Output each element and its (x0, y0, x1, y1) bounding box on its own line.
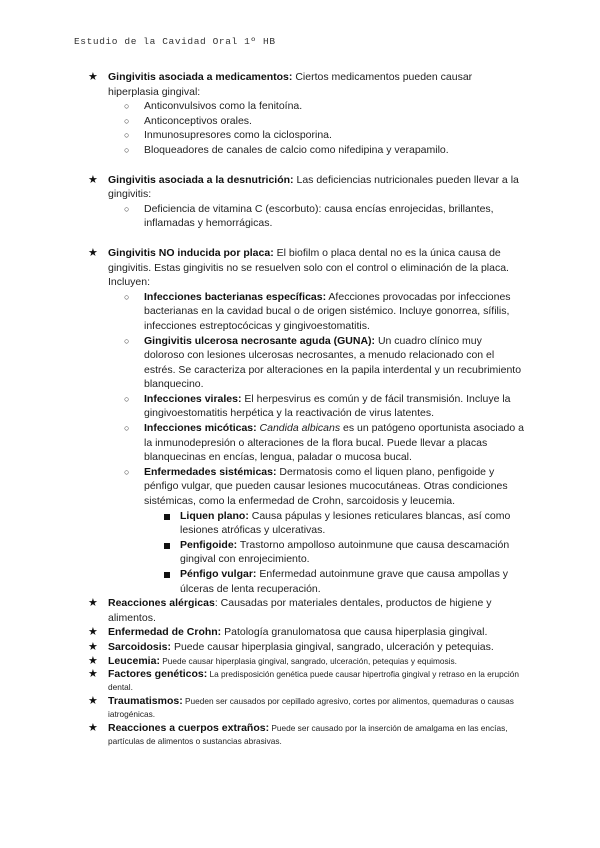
list-item: ○ Anticonvulsivos como la fenitoína. (120, 99, 524, 114)
item-title: Penfigoide: (180, 538, 238, 551)
section-alergicas (84, 596, 524, 625)
section-traumatismos (84, 695, 524, 722)
section-desnutricion (84, 173, 524, 231)
star-bullet-icon: ★ (88, 626, 98, 639)
list-item (120, 392, 524, 421)
list-item: ○ Bloqueadores de canales de calcio como nifedipina y verapamilo. (120, 143, 524, 158)
star-bullet-icon: ★ (88, 246, 98, 259)
list-item (120, 334, 524, 392)
section-text: Puede causar hiperplasia gingival, sangrado, ulceración, petequias y equimosis. (159, 655, 457, 666)
section-title: Leucemia: (108, 654, 160, 667)
item-title: Pénfigo vulgar: (180, 568, 257, 580)
medication-list (108, 99, 524, 157)
star-bullet-icon: ★ (88, 667, 98, 680)
document-body (84, 70, 524, 748)
item-text: Un cuadro clínico muy doloroso con lesiones ulcerosas necrosantes, a menudo relacionado con el estrés. Se caracteriza por alteraciones en la papila interdental y un recubrimiento blanquecino. (144, 334, 522, 391)
star-bullet-icon: ★ (88, 721, 98, 734)
section-text: Ciertos medicamentos pueden causar hiperplasia gingival: (108, 71, 473, 98)
section-title: Traumatismos: (108, 694, 183, 707)
star-bullet-icon: ★ (88, 71, 98, 83)
section-text: Puede causar hiperplasia gingival, sangrado, ulceración y petequias. (171, 640, 494, 653)
item-title: Infecciones virales: (144, 392, 242, 405)
star-bullet-icon: ★ (88, 640, 98, 653)
section-text: El biofilm o placa dental no es la única causa de gingivitis. Estas gingivitis no se resuelven solo con el control o eliminación de la placa. Incluyen: (108, 246, 509, 289)
nutrition-list (108, 202, 524, 231)
star-bullet-icon: ★ (88, 597, 98, 610)
section-text: Puede ser causado por la inserción de amalgama en las encías, partículas de alimentos o sustancias abrasivas. (108, 722, 508, 746)
star-bullet-icon: ★ (88, 694, 98, 707)
section-medicamentos (84, 70, 524, 158)
section-text: Pueden ser causados por cepillado agresivo, cortes por alimentos, quemaduras o causas iatrogénicas. (108, 695, 514, 720)
list-item (120, 290, 524, 334)
section-title: Gingivitis asociada a medicamentos: (108, 71, 293, 83)
list-item: ○ Inmunosupresores como la ciclosporina. (120, 128, 524, 143)
list-item: ○ Anticonceptivos orales. (120, 114, 524, 129)
section-geneticos (84, 668, 524, 695)
section-title: Factores genéticos: (108, 667, 208, 680)
sublist-item (160, 509, 524, 538)
item-text: Dermatosis como el liquen plano, penfigoide y pénfigo vulgar, que pueden causar lesiones mucocutáneas. Otras condiciones sistémicas, como la enfermedad de Crohn, sarcoidosis y leucemia. (144, 465, 508, 508)
item-text: El herpesvirus es común y de fácil transmisión. Incluye la gingivoestomatitis herpética y la reactivación de virus latentes. (144, 392, 511, 420)
item-text: Enfermedad autoinmune grave que causa ampollas y úlceras de lenta recuperación. (180, 568, 509, 595)
section-crohn (84, 625, 524, 640)
section-title: Enfermedad de Crohn: (108, 626, 222, 639)
item-text: es un patógeno oportunista asociado a la inmunodepresión o alteraciones de la flora bucal. Puede llevar a placas blanquecinas en encías, lengua, paladar o mucosa bucal. (144, 422, 524, 464)
item-title: Gingivitis ulcerosa necrosante aguda (GUNA): (144, 334, 376, 347)
section-title: Gingivitis asociada a la desnutrición: (108, 173, 294, 186)
item-title: Infecciones bacterianas específicas: (144, 290, 327, 303)
section-sarcoidosis (84, 640, 524, 655)
item-italic: Candida albicans (256, 422, 341, 435)
item-title: Liquen plano: (180, 509, 249, 522)
item-title: Infecciones micóticas: (144, 422, 257, 435)
star-bullet-icon: ★ (88, 654, 98, 667)
section-title: Sarcoidosis: (108, 640, 172, 653)
section-text: Patología granulomatosa que causa hiperplasia gingival. (221, 626, 488, 639)
section-title: Gingivitis NO inducida por placa: (108, 246, 274, 259)
systemic-sublist (144, 509, 524, 597)
section-text: : Causadas por materiales dentales, productos de higiene y alimentos. (108, 597, 492, 624)
item-text: Causa pápulas y lesiones reticulares blancas, así como lesiones atróficas y ulcerativas. (180, 509, 511, 537)
sublist-item (160, 567, 524, 596)
list-item (120, 421, 524, 465)
sublist-item (160, 538, 524, 567)
section-cuerpos-extranos (84, 722, 524, 749)
list-item (120, 465, 524, 596)
section-no-placa (84, 246, 524, 596)
section-title: Reacciones alérgicas (108, 597, 215, 610)
page-header: Estudio de la Cavidad Oral 1º HB (74, 36, 276, 47)
item-text: Trastorno ampolloso autoinmune que causa descamación gingival con enrojecimiento. (180, 538, 510, 566)
non-plaque-list (108, 290, 524, 596)
item-text: Afecciones provocadas por infecciones bacterianas en la cavidad bucal o de origen sistémico. Incluye gonorrea, sífilis, infecciones estreptocócicas y gingivoestomatitis. (144, 290, 511, 332)
section-text: Las deficiencias nutricionales pueden llevar a la gingivitis: (108, 173, 519, 201)
star-bullet-icon: ★ (88, 173, 98, 186)
item-title: Enfermedades sistémicas: (144, 465, 277, 478)
section-leucemia (84, 655, 524, 668)
section-title: Reacciones a cuerpos extraños: (108, 721, 270, 734)
list-item: ○ Deficiencia de vitamina C (escorbuto): causa encías enrojecidas, brillantes, inflamadas y hemorrágicas. (120, 202, 524, 231)
section-text: La predisposición genética puede causar hipertrofia gingival y retraso en la erupción dental. (108, 668, 519, 693)
